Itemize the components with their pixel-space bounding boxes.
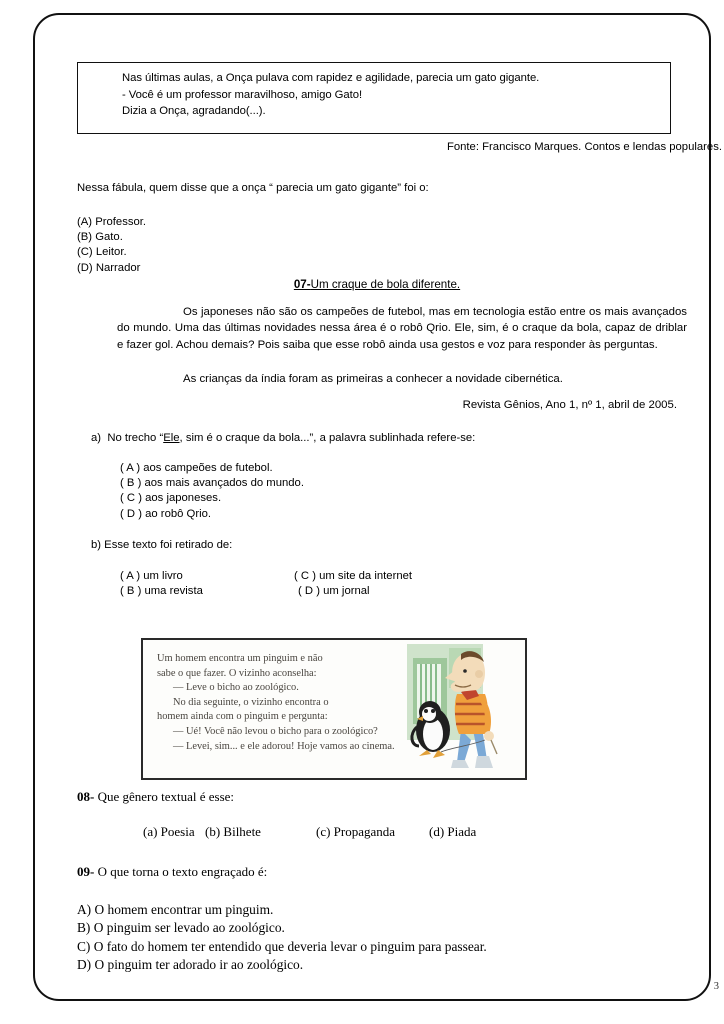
question-06-stem: Nessa fábula, quem disse que a onça “ parecia um gato gigante” foi o:: [77, 182, 429, 194]
option-d[interactable]: (d) Piada: [429, 824, 477, 839]
paragraph-1-text: Os japoneses não são os campeões de futebol, mas em tecnologia estão entre os mais avançados do mundo. Uma das últimas novidades nessa área é o robô Qrio. Ele, sim, é o craque da bola, capaz de driblar e fazer gol. Achou demais? Pois saiba que esse robô ainda usa gestos e voz para responder às perguntas.: [117, 306, 687, 351]
item-a-label: a): [91, 432, 102, 444]
question-09-options: [77, 901, 697, 975]
fable-source-attribution: Fonte: Francisco Marques. Contos e lendas populares.: [446, 141, 722, 153]
page-number: 3: [713, 981, 719, 992]
joke-line: — Levei, sim... e ele adorou! Hoje vamos ao cinema.: [173, 740, 395, 752]
paragraph-2-text: As crianças da índia foram as primeiras a conhecer a novidade cibernética.: [183, 373, 563, 385]
question-08-text: Que gênero textual é esse:: [94, 789, 235, 804]
question-08-number: 08-: [77, 789, 95, 804]
option-d[interactable]: D) O pinguim ter adorado ir ao zoológico.: [77, 957, 304, 973]
section-07-paragraph-1: [117, 304, 687, 353]
fable-line: - Você é um professor maravilhoso, amigo Gato!: [122, 88, 363, 101]
option-b[interactable]: ( B ) uma revista: [120, 585, 203, 598]
page-border-frame: [33, 13, 722, 1001]
page-content: [77, 35, 724, 1010]
item-b-options-right: [294, 569, 412, 599]
option-b[interactable]: ( B ) aos mais avançados do mundo.: [120, 477, 304, 490]
joke-line: Um homem encontra um pinguim e não: [157, 653, 323, 664]
joke-comic-box: [141, 638, 527, 780]
item-a-stem: [91, 431, 691, 447]
option-d[interactable]: ( D ) ao robô Qrio.: [120, 507, 212, 520]
joke-line: sabe o que fazer. O vizinho aconselha:: [157, 667, 317, 679]
option-d[interactable]: ( D ) um jornal: [298, 585, 370, 598]
option-c[interactable]: ( C ) um site da internet: [294, 570, 413, 582]
item-a-stem-post: , sim é o craque da bola...”, a palavra sublinhada refere-se:: [179, 432, 476, 444]
option-b[interactable]: (b) Bilhete: [205, 824, 261, 839]
joke-text: [157, 652, 419, 754]
section-07-title: Um craque de bola diferente.: [310, 278, 461, 291]
section-07-source: Revista Gênios, Ano 1, nº 1, abril de 2005.: [462, 399, 677, 411]
question-06-options: [77, 215, 477, 276]
question-09-text: O que torna o texto engraçado é:: [94, 864, 268, 879]
question-09-number: 09-: [77, 864, 95, 879]
item-a-stem-pre: No trecho “: [107, 432, 164, 444]
joke-line: homem ainda com o pinguim e pergunta:: [157, 711, 328, 723]
option-a[interactable]: A) O homem encontrar um pinguim.: [77, 902, 274, 917]
option-b[interactable]: B) O pinguim ser levado ao zoológico.: [77, 920, 285, 936]
section-07-heading: [77, 278, 677, 291]
man-and-penguin-illustration: [405, 642, 523, 778]
option-b[interactable]: (B) Gato.: [77, 231, 123, 244]
option-c[interactable]: C) O fato do homem ter entendido que deveria levar o pinguim para passear.: [77, 938, 487, 954]
joke-line: No dia seguinte, o vizinho encontra o: [173, 696, 329, 708]
item-a-underlined-word: Ele: [163, 432, 180, 444]
joke-line: — Leve o bicho ao zoológico.: [173, 682, 299, 694]
option-c[interactable]: (c) Propaganda: [316, 824, 396, 839]
item-b-options: [120, 569, 580, 599]
item-b-options-left: [120, 569, 294, 599]
option-c[interactable]: ( C ) aos japoneses.: [120, 492, 222, 505]
joke-line: — Ué! Você não levou o bicho para o zoológico?: [173, 725, 378, 737]
option-a[interactable]: ( A ) aos campeões de futebol.: [120, 462, 273, 474]
question-08-options: [143, 824, 593, 840]
section-07-paragraph-2: [117, 371, 687, 387]
fable-line: Nas últimas aulas, a Onça pulava com rapidez e agilidade, parecia um gato gigante.: [122, 72, 540, 84]
option-c[interactable]: (C) Leitor.: [77, 246, 127, 259]
option-a[interactable]: ( A ) um livro: [120, 570, 183, 582]
question-09-stem: [77, 863, 677, 881]
section-07-number: 07-: [293, 278, 311, 291]
question-08-stem: [77, 788, 677, 806]
fable-excerpt-box: [77, 62, 671, 134]
option-a[interactable]: (A) Professor.: [77, 216, 147, 228]
fable-line: Dizia a Onça, agradando(...).: [122, 105, 266, 117]
item-a-options: [120, 461, 540, 522]
option-d[interactable]: (D) Narrador: [77, 261, 141, 274]
item-b-stem: b) Esse texto foi retirado de:: [91, 539, 233, 551]
option-a[interactable]: (a) Poesia: [143, 824, 195, 839]
